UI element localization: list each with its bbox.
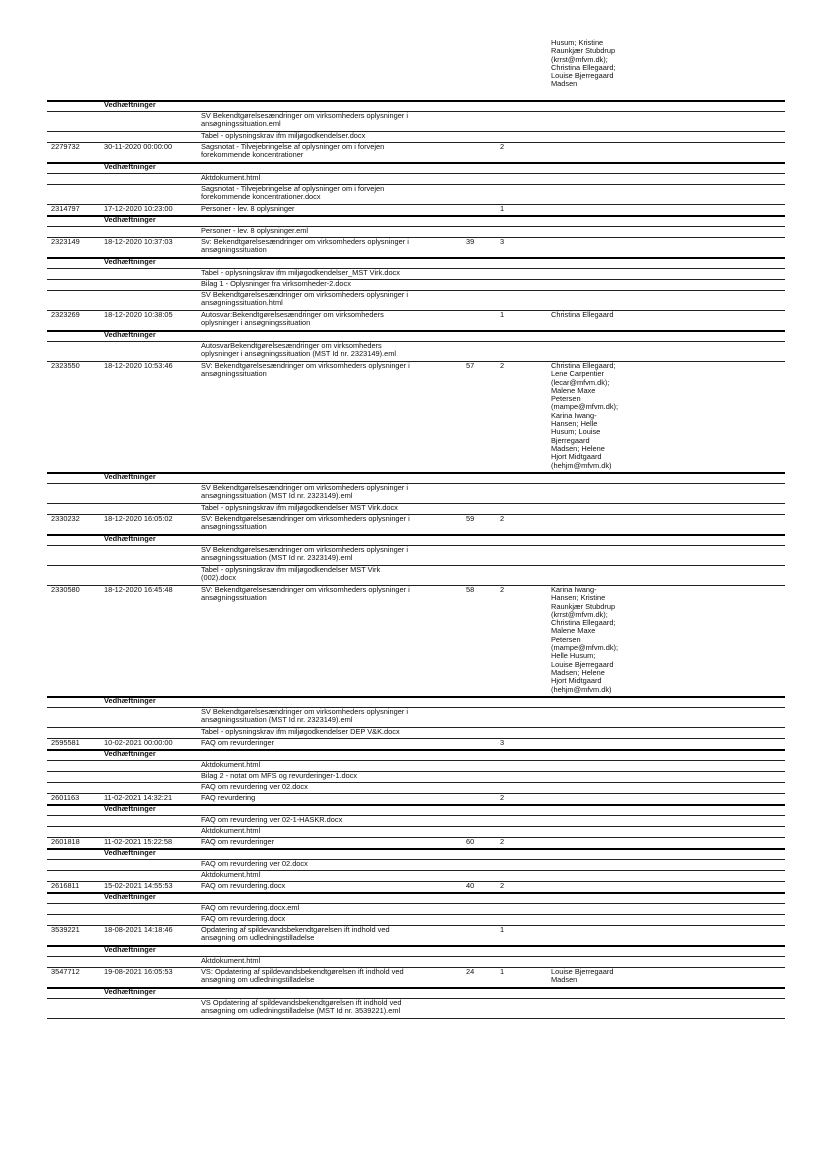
row-divider [47,998,785,999]
record-id: 2601163 [51,793,80,802]
record-date: 18-08-2021 14:18:46 [104,925,173,934]
attachments-label: Vedhæftninger [104,257,156,266]
continued-recipients: Husum; Kristine Raunkjær Stubdrup (krrst@mfvm.dk); Christina Ellegaard; Louise Bjerregaard Madsen [551,38,616,89]
record-id: 3547712 [51,967,80,976]
row-divider-strong [47,848,785,850]
attachments-label: Vedhæftninger [104,100,156,109]
record-attachment-count: 2 [500,793,505,802]
record-attachment-count: 2 [500,881,505,890]
attachments-label: Vedhæftninger [104,804,156,813]
attachment-name: Aktdokument.html [201,870,261,879]
attachments-label: Vedhæftninger [104,534,156,543]
row-divider [47,503,785,504]
row-divider-strong [47,892,785,894]
record-date: 18-12-2020 16:05:02 [104,514,173,523]
record-date: 18-12-2020 16:45:48 [104,585,173,594]
record-id: 2595581 [51,738,80,747]
row-divider [47,290,785,291]
record-attachment-count: 1 [500,967,505,976]
record-date: 10-02-2021 00:00:00 [104,738,173,747]
record-id: 2330232 [51,514,80,523]
attachment-name: AutosvarBekendtgørelsesændringer om virksomheders oplysninger i ansøgningssituation (MST Id nr. 2323149).eml [201,341,396,359]
attachment-name: FAQ om revurdering ver 02.docx [201,782,308,791]
attachment-name: Tabel - oplysningskrav ifm miljøgodkendelser DEP V&K.docx [201,727,400,736]
record-title: SV: Bekendtgørelsesændringer om virksomheders oplysninger i ansøgningssituation [201,361,410,379]
attachment-name: Aktdokument.html [201,826,261,835]
attachment-name: Bilag 2 - notat om MFS og revurderinger-1.docx [201,771,358,780]
record-attachment-count: 2 [500,837,505,846]
attachment-name: Bilag 1 - Oplysninger fra virksomheder-2.docx [201,279,351,288]
record-date: 18-12-2020 10:37:03 [104,237,173,246]
row-divider-strong [47,330,785,332]
record-attachment-count: 2 [500,585,505,594]
record-attachment-count: 2 [500,514,505,523]
attachment-name: VS Opdatering af spildevandsbekendtgørelsen ift indhold ved ansøgning om udledningstilladelse (MST Id nr. 3539221).eml [201,998,402,1016]
record-page-count: 24 [466,967,475,976]
record-id: 2323149 [51,237,80,246]
row-divider-strong [47,696,785,698]
record-title: Sv: Bekendtgørelsesændringer om virksomheders oplysninger i ansøgningssituation [201,237,409,255]
record-attachment-count: 2 [500,361,505,370]
record-page-count: 57 [466,361,475,370]
row-divider [47,173,785,174]
row-divider-strong [47,472,785,474]
record-date: 11-02-2021 14:32:21 [104,793,173,802]
attachments-label: Vedhæftninger [104,987,156,996]
record-title: Autosvar:Bekendtgørelsesændringer om virksomheders oplysninger i ansøgningssituation [201,310,384,328]
attachments-label: Vedhæftninger [104,892,156,901]
record-id: 2323550 [51,361,80,370]
row-divider [47,956,785,957]
row-divider [47,826,785,827]
row-divider-strong [47,804,785,806]
record-title: FAQ om revurdering.docx [201,881,286,890]
attachment-name: FAQ om revurdering.docx [201,914,286,923]
record-date: 11-02-2021 15:22:58 [104,837,173,846]
record-date: 15-02-2021 14:55:53 [104,881,173,890]
row-divider [47,184,785,185]
record-attachment-count: 1 [500,925,505,934]
attachments-label: Vedhæftninger [104,162,156,171]
attachment-name: Aktdokument.html [201,760,261,769]
attachment-name: FAQ om revurdering.docx.eml [201,903,300,912]
attachment-name: FAQ om revurdering ver 02.docx [201,859,308,868]
record-page-count: 58 [466,585,475,594]
record-page-count: 59 [466,514,475,523]
attachment-name: SV Bekendtgørelsesændringer om virksomheders oplysninger i ansøgningssituation (MST Id nr. 2323149).eml [201,707,409,725]
row-divider [47,279,785,280]
row-divider [47,727,785,728]
attachment-name: SV Bekendtgørelsesændringer om virksomheders oplysninger i ansøgningssituation (MST Id nr. 2323149).eml [201,545,409,563]
attachment-name: Tabel - oplysningskrav ifm miljøgodkendelser_MST Virk.docx [201,268,400,277]
record-date: 17-12-2020 10:23:00 [104,204,173,213]
attachment-name: SV Bekendtgørelsesændringer om virksomheders oplysninger i ansøgningssituation (MST Id nr. 2323149).eml [201,483,409,501]
row-divider-strong [47,257,785,259]
record-id: 2323269 [51,310,80,319]
row-divider [47,341,785,342]
record-attachment-count: 1 [500,310,505,319]
attachments-label: Vedhæftninger [104,945,156,954]
row-divider [47,545,785,546]
row-divider [47,111,785,112]
attachment-name: Sagsnotat - Tilvejebringelse af oplysninger om i forvejen forekommende koncentrationer.docx [201,184,385,202]
record-recipients: Louise Bjerregaard Madsen [551,967,614,985]
row-divider [47,771,785,772]
attachments-label: Vedhæftninger [104,215,156,224]
record-title: Personer - lev. 8 oplysninger [201,204,295,213]
row-divider [47,131,785,132]
row-divider-strong [47,534,785,536]
record-id: 2616811 [51,881,80,890]
row-divider [47,815,785,816]
row-divider [47,760,785,761]
row-divider [47,870,785,871]
record-title: SV: Bekendtgørelsesændringer om virksomheders oplysninger i ansøgningssituation [201,585,410,603]
record-page-count: 39 [466,237,475,246]
row-divider-strong [47,987,785,989]
record-id: 3539221 [51,925,80,934]
row-divider [47,782,785,783]
record-date: 18-12-2020 10:53:46 [104,361,173,370]
record-recipients: Christina Ellegaard [551,310,614,319]
row-divider [47,483,785,484]
row-divider-strong [47,162,785,164]
record-title: FAQ om revurderinger [201,738,275,747]
record-date: 19-08-2021 16:05:53 [104,967,173,976]
attachment-name: Tabel - oplysningskrav ifm miljøgodkendelser MST Virk.docx [201,503,398,512]
record-attachment-count: 1 [500,204,505,213]
record-attachment-count: 3 [500,738,505,747]
row-divider [47,707,785,708]
record-date: 30-11-2020 00:00:00 [104,142,173,151]
attachment-name: Aktdokument.html [201,956,261,965]
attachment-name: Tabel - oplysningskrav ifm miljøgodkendelser.docx [201,131,366,140]
record-title: FAQ revurdering [201,793,256,802]
attachment-name: SV Bekendtgørelsesændringer om virksomheders oplysninger i ansøgningssituation.html [201,290,409,308]
record-page-count: 40 [466,881,475,890]
row-divider [47,859,785,860]
attachments-label: Vedhæftninger [104,472,156,481]
row-divider-strong [47,945,785,947]
record-id: 2314797 [51,204,80,213]
row-divider [47,1018,785,1019]
record-title: Opdatering af spildevandsbekendtgørelsen ift indhold ved ansøgning om udledningstilladelse [201,925,390,943]
record-title: VS: Opdatering af spildevandsbekendtgørelsen ift indhold ved ansøgning om udledningstilladelse [201,967,404,985]
attachment-name: FAQ om revurdering ver 02-1-HASKR.docx [201,815,343,824]
record-date: 18-12-2020 10:38:05 [104,310,173,319]
attachments-label: Vedhæftninger [104,848,156,857]
row-divider [47,268,785,269]
record-title: Sagsnotat - Tilvejebringelse af oplysninger om i forvejen forekommende koncentrationer [201,142,385,160]
record-id: 2601818 [51,837,80,846]
record-attachment-count: 2 [500,142,505,151]
attachment-name: Aktdokument.html [201,173,261,182]
attachments-label: Vedhæftninger [104,749,156,758]
record-id: 2279732 [51,142,80,151]
record-recipients: Karina Iwang- Hansen; Kristine Raunkjær Stubdrup (krrst@mfvm.dk); Christina Ellegaard; Malene Maxe Petersen (mampe@mfvm.dk); Helle Husum; Louise Bjerregaard Madsen; Helene Hjort Midtgaard (hehjm@mfvm.dk) [551,585,619,694]
attachment-name: Personer - lev. 8 oplysninger.eml [201,226,309,235]
attachment-name: Tabel - oplysningskrav ifm miljøgodkendelser MST Virk (002).docx [201,565,381,583]
attachments-label: Vedhæftninger [104,696,156,705]
row-divider [47,565,785,566]
row-divider [47,914,785,915]
attachments-label: Vedhæftninger [104,330,156,339]
record-recipients: Christina Ellegaard; Lene Carpentier (lecar@mfvm.dk); Malene Maxe Petersen (mampe@mfvm.dk); Karina Iwang- Hansen; Helle Husum; Louise Bjerregaard Madsen; Helene Hjort Midtgaard (hehjm@mfvm.dk) [551,361,619,470]
record-id: 2330580 [51,585,80,594]
attachment-name: SV Bekendtgørelsesændringer om virksomheders oplysninger i ansøgningssituation.eml [201,111,409,129]
record-title: SV: Bekendtgørelsesændringer om virksomheders oplysninger i ansøgningssituation [201,514,410,532]
row-divider-strong [47,100,785,102]
record-attachment-count: 3 [500,237,505,246]
row-divider [47,226,785,227]
row-divider-strong [47,749,785,751]
record-page-count: 60 [466,837,475,846]
row-divider [47,903,785,904]
row-divider-strong [47,215,785,217]
record-title: FAQ om revurderinger [201,837,275,846]
